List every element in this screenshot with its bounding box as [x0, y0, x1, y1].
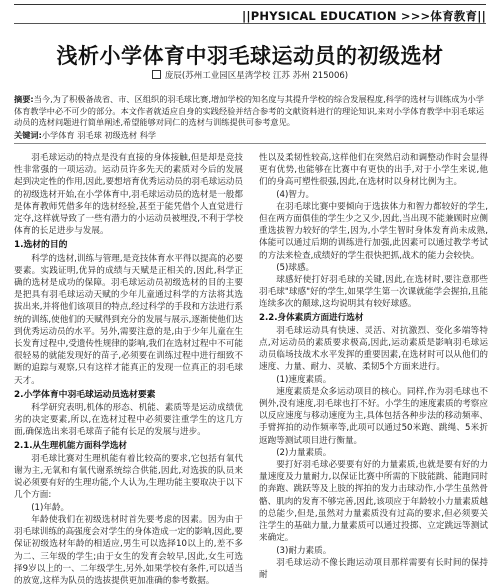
paragraph: (1)年龄。: [31, 502, 70, 513]
journal-section-label: ||PHYSICAL EDUCATION >>>体育教育||: [241, 9, 486, 23]
paragraph: 在羽毛球比赛中要倾向于选拔体力和智力都较好的学生,但在两方面俱佳的学生少之又少,因此,当出现不能兼顾时应侧重选拔智力较好的学生,因为,小学生智时身体发育尚未成熟,体能可以通过后期的训练进行加强,此因素可以通过教学考试的方法来检查,成绩好的学生很快把抓,战术的能力会较快。: [259, 201, 488, 261]
header-top-rule: [14, 4, 486, 5]
section-heading: 2.小学体育中羽毛球运动员选材要素: [14, 389, 156, 400]
header-bottom-rule: [14, 23, 486, 24]
paragraph: 羽毛球比赛对生理机能有着比较高的要求,它包括有氧代谢为主,无氧和有氧代谢系统综合供能,因此,对选拔的队员来说必须要有好的生理功能,个人认为,生理功能主要取决于以下几个方面:: [14, 453, 243, 501]
paragraph: (5)球感。: [276, 262, 315, 273]
paragraph: 年龄使我们在初级选材时首先要考虑的因素。因为由于羽毛球训练的高强度会对学生的身体造成一定的影响,因此,要保证初级选材年龄的相适应,男生可以选择10以上的,差不多为二、三年级的学生;由于女生的发育会较早,因此,女生可选择9岁以上的一、二年级学生,另外,如果学校有条件,可以适当的放宽,这样为队员的选拔提供更加准确的参考数据。: [14, 514, 243, 586]
paragraph: (4)智力。: [276, 189, 315, 200]
paragraph: 性以及柔韧性较高,这样他们在突然启动和调整动作时会显得更有优势,也能够在比赛中有更快的出手,对于小学生来说,他们的身高可塑性很强,因此,在选材时以身材比例为主。: [259, 153, 488, 188]
paragraph: 科学研究表明,机体的形态、机能、素质等是运动成绩优劣的决定要素,所以,在选材过程中必须要注重学生的这几方面,确保选出来羽毛球苗子能有长足的发展与进步。: [14, 403, 243, 438]
paragraph: 羽毛球运动不像长跑运动项目那样需要有长时间的保持耐: [259, 557, 488, 580]
column-divider-rule: [14, 143, 486, 144]
keywords-text: 小学体育 羽毛球 初级选材 科学: [41, 130, 157, 140]
paragraph: 球感好使打好羽毛球的关键,因此,在选材时,要注意那些羽毛球"球感"好的学生,如果学生第一次课就能学会握拍,且能连续多次的颠球,这均说明其有较好球感。: [259, 275, 488, 310]
paragraph: 速度素质是众多运动项目的核心。同样,作为羽毛球也不例外,没有速度,羽毛球也打不好。小学生的速度素质的考察应以反应速度与移动速度为主,具体包括各种步法的移动频率、手臂挥拍的动作频率等,此项可以通过50米跑、跳绳、5米折返跑等测试项目进行衡量。: [259, 386, 488, 446]
author-line: [0, 69, 500, 81]
abstract-text: 当今,为了积极备战省、市、区组织的羽毛球比赛,增加学校的知名度与其提升学校的综合发展程度,科学的选材与训练成为小学体育教学中必不可少的部分。本文作者就适应自身的实践经验并结合参考的文献资料进行的理论知识,来对小学体育教学中羽毛球运动员的选材问题进行简单阐述,希望能够对同仁的选材与训练提供可参考意见。: [14, 94, 484, 127]
abstract-label: 摘要:: [14, 94, 34, 104]
keywords-label: 关键词:: [14, 130, 42, 140]
article-title: 浅析小学体育中羽毛球运动员的初级选材: [56, 43, 444, 68]
author-affiliation: 庞辰(苏州工业园区星湾学校 江苏 苏州 215006): [164, 71, 349, 81]
paragraph: 羽毛球运动具有快速、灵活、对抗激烈、变化多端等特点,对运动员的素质要求极高,因此,运动素质是影响羽毛球运动员临场技战术水平发挥的重要因素,在选材时可以从他们的速度、力量、耐力、灵敏、柔韧5个方面来进行。: [259, 325, 488, 373]
paragraph: 要打好羽毛球必要要有好的力量素质,也就是要有好的力量速度及力量耐力,以保证比赛中所需的下肢能跳、能跑同时的奔跑、跳跃等及上肢的挥拍的发力击球动作,小学生虽然骨骼、肌肉的发育不够完善,因此,该项应于年龄较小力量素质越的总能少,但是,虽然对力量素质没有过高的要求,但必须要关注学生的基础力量,力量素质可以通过投掷、立定跳远等测试来确定。: [259, 460, 488, 544]
keywords: [14, 130, 484, 141]
paragraph: 科学的选材,训练与管理,是竞技体育水平得以提高的必要要素。实践证明,优异的成绩与天赋是正相关的,因此,科学正确的选材是成功的保障。羽毛球运动员初级选材的目的主要是把具有羽毛球运动天赋的少年儿童通过科学的方法将其选拔出来,并将他们该项目的特点,经过科学的手段和方法进行系统的训练,使他们的天赋得到充分的发展与展示,逐渐使他们达到优秀运动员的水平。另外,需要注意的是,由于少年儿童在生长发育过程中,受遗传性规律的影响,我们在选材过程中不可能很轻易的就能发现好的苗子,必须要在训练过程中进行细致不断的追踪与观察,只有这样才能真正的发现一位真正的羽毛球天才。: [14, 253, 243, 386]
paragraph: (3)耐力素质。: [276, 545, 332, 556]
abstract: [14, 94, 484, 129]
subsection-heading: 2.2.身体素质方面进行选材: [259, 312, 364, 323]
square-icon: [152, 70, 161, 79]
subsection-heading: 2.1.从生理机能方面科学选材: [14, 440, 128, 451]
paragraph: (2)力量素质。: [276, 447, 332, 458]
right-column: [259, 152, 488, 580]
section-heading: 1.选材的目的: [14, 240, 68, 251]
left-column: [14, 152, 243, 586]
paragraph: (1)速度素质。: [276, 374, 332, 385]
paragraph: 羽毛球运动的特点是没有直接的身体接触,但是却是竞技性非常强的一项运动。运动员许多先天的素质对今后的发展起到决定性的作用,因此,要想培育优秀运动员的羽毛球运动员的初级选材开始,在小学体育中,羽毛球运动员的选材是一般都是体育教师凭借多年的选材经验,甚至于能凭借个人直觉进行定夺,这样就导致了一些有潜力的小运动员被埋没,不利于学校体育的长足进步与发展。: [14, 153, 243, 237]
